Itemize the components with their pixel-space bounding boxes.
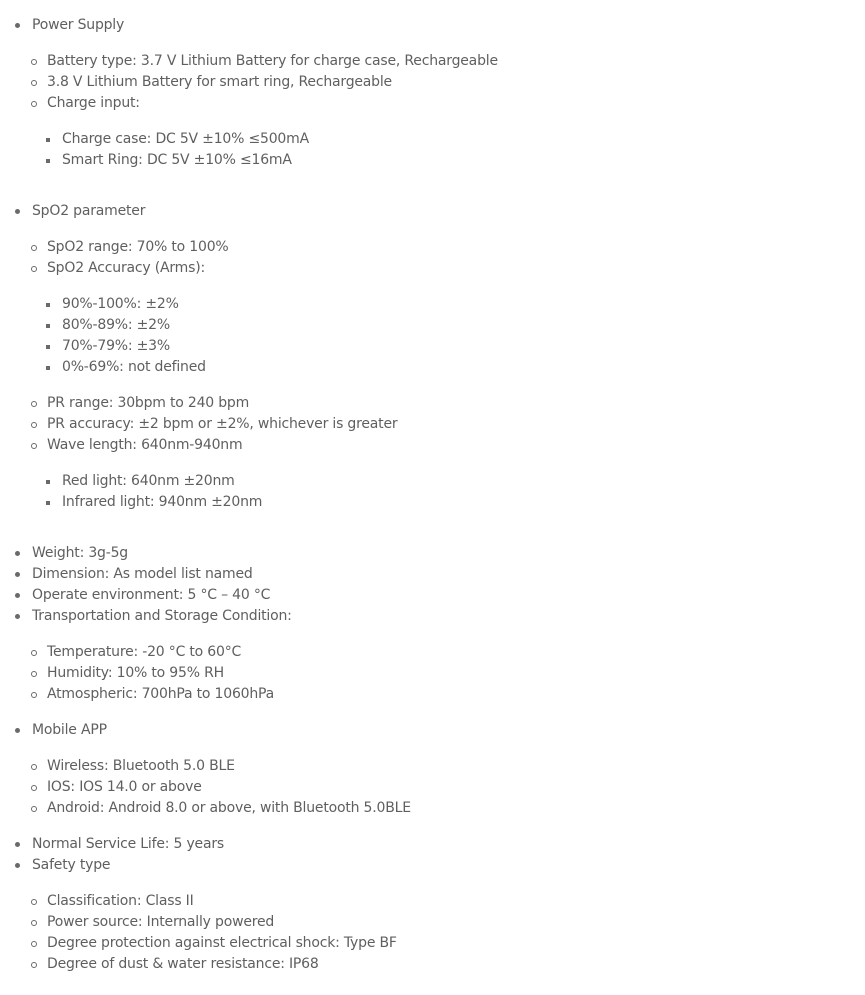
circle-bullet-icon (31, 671, 37, 677)
circle-bullet-icon (31, 245, 37, 251)
disc-bullet-icon (15, 593, 20, 598)
list-item-spo2-range (47, 237, 229, 258)
disc-bullet-icon (15, 551, 20, 556)
list-item-charge-case (62, 129, 309, 150)
list-item-dimension (32, 564, 253, 585)
item-text: Normal Service Life: 5 years (32, 836, 224, 852)
disc-bullet-icon (15, 572, 20, 577)
list-item-operate-environment (32, 585, 270, 606)
list-item-power-supply (32, 15, 124, 36)
list-item-wireless (47, 756, 235, 777)
list-item-mobile-app (32, 720, 107, 741)
circle-bullet-icon (31, 401, 37, 407)
item-text: SpO2 range: 70% to 100% (47, 239, 229, 255)
list-item-safety-type (32, 855, 110, 876)
square-bullet-icon (46, 501, 50, 505)
square-bullet-icon (46, 138, 50, 142)
circle-bullet-icon (31, 443, 37, 449)
square-bullet-icon (46, 345, 50, 349)
circle-bullet-icon (31, 764, 37, 770)
list-item-battery-ring (47, 72, 392, 93)
disc-bullet-icon (15, 209, 20, 214)
item-text: Charge case: DC 5V ±10% ≤500mA (62, 131, 309, 147)
list-item-pr-accuracy (47, 414, 397, 435)
item-text: Battery type: 3.7 V Lithium Battery for charge case, Rechargeable (47, 53, 498, 69)
item-text: 3.8 V Lithium Battery for smart ring, Rechargeable (47, 74, 392, 90)
list-item-humidity (47, 663, 224, 684)
circle-bullet-icon (31, 962, 37, 968)
disc-bullet-icon (15, 728, 20, 733)
circle-bullet-icon (31, 692, 37, 698)
item-text: Weight: 3g-5g (32, 545, 128, 561)
item-text: Infrared light: 940nm ±20nm (62, 494, 263, 510)
disc-bullet-icon (15, 842, 20, 847)
square-bullet-icon (46, 159, 50, 163)
item-text: Temperature: -20 °C to 60°C (47, 644, 242, 660)
circle-bullet-icon (31, 101, 37, 107)
item-text: Wireless: Bluetooth 5.0 BLE (47, 758, 235, 774)
item-text: 90%-100%: ±2% (62, 296, 179, 312)
circle-bullet-icon (31, 59, 37, 65)
item-text: Operate environment: 5 °C – 40 °C (32, 587, 271, 603)
list-item-infrared-light (62, 492, 262, 513)
item-text: Degree protection against electrical shock: Type BF (47, 935, 397, 951)
item-text: Humidity: 10% to 95% RH (47, 665, 224, 681)
item-text: Power Supply (32, 17, 125, 33)
list-item-red-light (62, 471, 235, 492)
list-item-acc-0-69 (62, 357, 206, 378)
list-item-transport-storage (32, 606, 292, 627)
list-item-acc-80-89 (62, 315, 170, 336)
list-item-classification (47, 891, 194, 912)
square-bullet-icon (46, 480, 50, 484)
list-item-wavelength (47, 435, 242, 456)
list-item-battery-type (47, 51, 498, 72)
list-item-pr-range (47, 393, 249, 414)
item-text: Red light: 640nm ±20nm (62, 473, 235, 489)
item-text: PR accuracy: ±2 bpm or ±2%, whichever is greater (47, 416, 398, 432)
list-item-atmospheric (47, 684, 274, 705)
list-item-power-source (47, 912, 274, 933)
list-item-acc-90-100 (62, 294, 179, 315)
list-item-dust-water (47, 954, 319, 975)
circle-bullet-icon (31, 785, 37, 791)
list-item-spo2-accuracy (47, 258, 205, 279)
list-item-spo2-parameter (32, 201, 145, 222)
disc-bullet-icon (15, 863, 20, 868)
item-text: Transportation and Storage Condition: (32, 608, 292, 624)
item-text: Atmospheric: 700hPa to 1060hPa (47, 686, 275, 702)
item-text: SpO2 Accuracy (Arms): (47, 260, 205, 276)
circle-bullet-icon (31, 920, 37, 926)
disc-bullet-icon (15, 614, 20, 619)
item-text: Smart Ring: DC 5V ±10% ≤16mA (62, 152, 292, 168)
square-bullet-icon (46, 303, 50, 307)
square-bullet-icon (46, 324, 50, 328)
circle-bullet-icon (31, 899, 37, 905)
item-text: PR range: 30bpm to 240 bpm (47, 395, 250, 411)
circle-bullet-icon (31, 650, 37, 656)
item-text: Android: Android 8.0 or above, with Bluetooth 5.0BLE (47, 800, 411, 816)
list-item-temperature (47, 642, 241, 663)
list-item-service-life (32, 834, 224, 855)
item-text: 70%-79%: ±3% (62, 338, 170, 354)
circle-bullet-icon (31, 422, 37, 428)
item-text: 0%-69%: not defined (62, 359, 206, 375)
item-text: Degree of dust & water resistance: IP68 (47, 956, 319, 972)
circle-bullet-icon (31, 806, 37, 812)
item-text: Wave length: 640nm-940nm (47, 437, 243, 453)
list-item-smart-ring (62, 150, 292, 171)
item-text: SpO2 parameter (32, 203, 146, 219)
disc-bullet-icon (15, 23, 20, 28)
item-text: Power source: Internally powered (47, 914, 275, 930)
item-text: IOS: IOS 14.0 or above (47, 779, 202, 795)
circle-bullet-icon (31, 80, 37, 86)
item-text: Charge input: (47, 95, 140, 111)
list-item-weight (32, 543, 128, 564)
item-text: Classification: Class II (47, 893, 194, 909)
list-item-android (47, 798, 411, 819)
list-item-ios (47, 777, 202, 798)
circle-bullet-icon (31, 941, 37, 947)
list-item-charge-input (47, 93, 140, 114)
list-item-acc-70-79 (62, 336, 170, 357)
square-bullet-icon (46, 366, 50, 370)
item-text: 80%-89%: ±2% (62, 317, 170, 333)
item-text: Mobile APP (32, 722, 107, 738)
item-text: Dimension: As model list named (32, 566, 253, 582)
list-item-shock-protection (47, 933, 397, 954)
item-text: Safety type (32, 857, 111, 873)
circle-bullet-icon (31, 266, 37, 272)
